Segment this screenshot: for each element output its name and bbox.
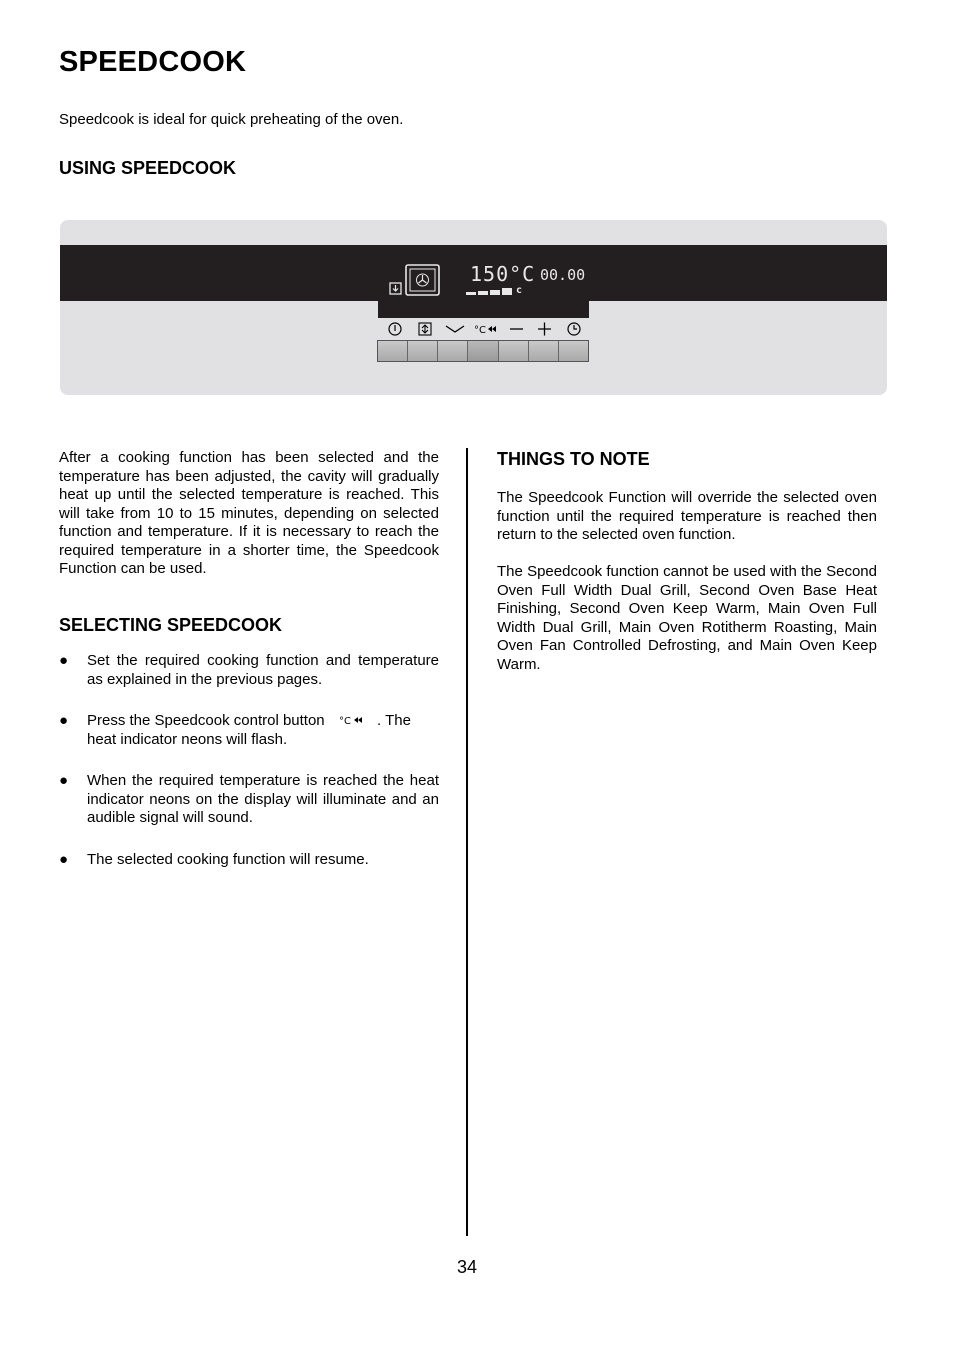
oven-display-icon — [388, 262, 448, 298]
chevron-down-icon — [446, 326, 464, 332]
panel-button-icons — [380, 320, 590, 338]
selecting-speedcook-heading: SELECTING SPEEDCOOK — [59, 615, 283, 635]
speedcook-button[interactable] — [468, 341, 498, 361]
time-display: 00.00 — [540, 266, 586, 284]
clock-icon — [568, 323, 580, 335]
plus-icon — [538, 323, 551, 336]
bullet-icon: ● — [59, 652, 69, 669]
list-item: ● The selected cooking function will resume. — [59, 850, 369, 868]
page-number: 34 — [457, 1257, 478, 1277]
bullet-icon: ● — [59, 712, 69, 729]
note-paragraph-1: The Speedcook Function will override the selected oven function until the required temperature is reached then return to the selected oven function. — [497, 489, 877, 543]
selecting-steps-list — [59, 652, 439, 892]
plus-button[interactable] — [529, 341, 559, 361]
function-select-icon — [419, 323, 431, 335]
temperature-display: 150°C — [470, 262, 536, 286]
speedcook-icon — [339, 714, 369, 726]
list-item: ● When the required temperature is reached the heat indicator neons on the display will illuminate and an audible signal will sound. — [59, 772, 439, 826]
note-paragraph-2: The Speedcook function cannot be used with the Second Oven Full Width Dual Grill, Second Oven Base Heat Finishing, Second Oven Keep Warm, Main Oven Full Width Dual Grill, Main Oven Rotitherm Roasting, Main Oven Fan Controlled Defrosting, and Main Oven Keep Warm. — [497, 563, 877, 673]
speedcook-icon — [474, 325, 496, 336]
svg-text:°C: °C — [474, 325, 486, 336]
using-speedcook-heading: USING SPEEDCOOK — [59, 158, 237, 178]
down-button[interactable] — [438, 341, 468, 361]
list-item: ● Set the required cooking function and temperature as explained in the previous pages. — [59, 652, 439, 688]
svg-text:°C: °C — [338, 716, 351, 726]
list-item: ● Press the Speedcook control button °C . The heat indicator neons will flash. — [59, 712, 411, 748]
clock-button[interactable] — [559, 341, 588, 361]
page-title: SPEEDCOOK — [59, 46, 247, 78]
things-to-note-heading: THINGS TO NOTE — [497, 449, 650, 469]
left-paragraph: After a cooking function has been selected and the temperature has been adjusted, the cavity will gradually heat up until the selected temperature is reached. This will take from 10 to 15 minutes, depending on selected function and temperature. If it is necessary to reach the required temperature in a shorter time, the Speedcook Function can be used. — [59, 449, 439, 577]
panel-button-row — [377, 340, 589, 362]
display-bar-tab — [378, 300, 589, 318]
intro-text: Speedcook is ideal for quick preheating of the oven. — [59, 111, 404, 128]
function-select-button[interactable] — [408, 341, 438, 361]
bullet-icon: ● — [59, 850, 69, 868]
power-icon — [389, 323, 401, 335]
unit-label: c — [516, 285, 523, 296]
bullet-icon: ● — [59, 772, 69, 789]
power-button[interactable] — [378, 341, 408, 361]
minus-button[interactable] — [499, 341, 529, 361]
column-divider — [466, 448, 468, 1236]
